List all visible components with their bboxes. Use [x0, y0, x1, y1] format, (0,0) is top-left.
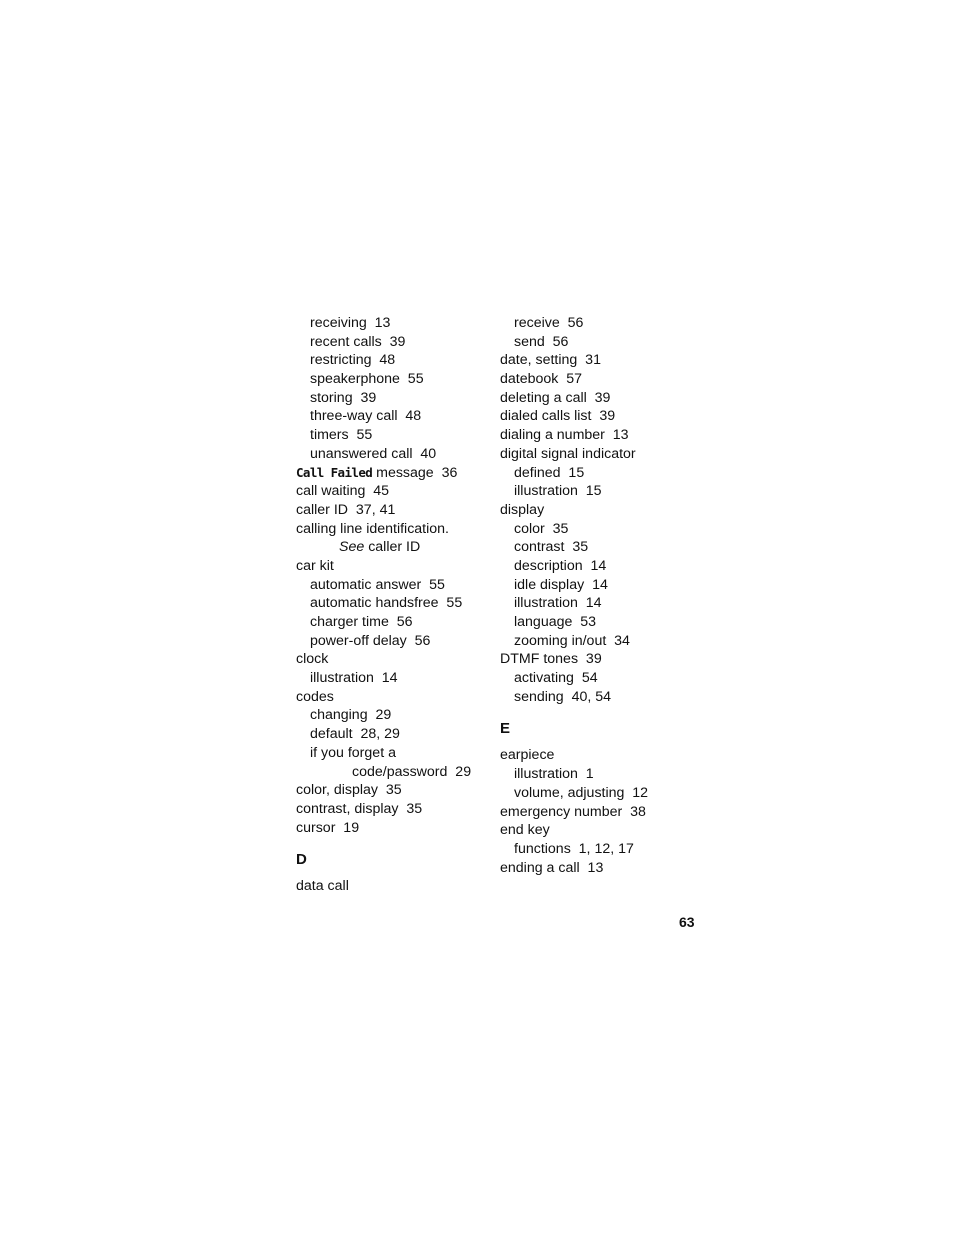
index-entry-text: call waiting 45 [296, 483, 390, 500]
index-entry [296, 800, 496, 819]
index-entry [296, 763, 496, 782]
index-entry [296, 669, 496, 688]
index-entry-text: power-off delay 56 [310, 632, 431, 649]
index-entry-text: dialed calls list 39 [500, 408, 616, 425]
index-entry-text: functions 1, 12, 17 [514, 840, 634, 857]
index-entry [296, 482, 496, 501]
index-entry [500, 669, 700, 688]
index-entry [296, 351, 496, 370]
index-column-left [296, 314, 496, 896]
index-entry-text: digital signal indicator [500, 445, 636, 462]
index-entry [500, 594, 700, 613]
index-entry-text: zooming in/out 34 [514, 632, 630, 649]
index-entry-text: defined 15 [514, 464, 585, 481]
index-entry-text: unanswered call 40 [310, 445, 437, 462]
index-entry-text: DTMF tones 39 [500, 651, 602, 668]
index-entry [500, 765, 700, 784]
index-entry [296, 464, 496, 483]
index-entry [296, 557, 496, 576]
index-section-letter: D [296, 851, 307, 869]
index-entry-text: color 35 [514, 520, 569, 537]
index-entry [500, 688, 700, 707]
index-entry [500, 784, 700, 803]
index-entry [296, 688, 496, 707]
index-entry [296, 333, 496, 352]
index-entry-text: language 53 [514, 614, 597, 630]
index-entry-text: recent calls 39 [310, 333, 406, 350]
index-entry-text: volume, adjusting 12 [514, 784, 649, 801]
index-entry-text: datebook 57 [500, 371, 583, 388]
index-entry-text: timers 55 [310, 427, 373, 444]
index-entry [296, 706, 496, 725]
index-column-right [500, 314, 700, 877]
index-entry-text: three-way call 48 [310, 408, 422, 425]
index-entry [500, 464, 700, 483]
index-entry-text: deleting a call 39 [500, 389, 611, 406]
page-number: 63 [679, 914, 695, 930]
index-entry [296, 520, 496, 539]
index-entry [500, 407, 700, 426]
index-entry-text: cursor 19 [296, 819, 360, 836]
index-entry [500, 538, 700, 557]
index-entry-text: speakerphone 55 [310, 371, 424, 388]
index-entry-text: automatic answer 55 [310, 576, 445, 593]
index-entry-text: contrast, display 35 [296, 800, 423, 817]
index-entry [500, 632, 700, 651]
index-entry [296, 538, 496, 557]
index-entry-text: calling line identification. [296, 520, 450, 537]
index-entry-text: illustration 14 [514, 595, 602, 612]
index-entry-text: dialing a number 13 [500, 427, 629, 444]
index-entry [296, 819, 496, 838]
index-entry [296, 314, 496, 333]
index-entry-text: earpiece [500, 747, 555, 764]
index-entry [296, 744, 496, 763]
index-entry [500, 576, 700, 595]
index-entry [296, 576, 496, 595]
index-entry-text: clock [296, 651, 329, 668]
index-entry [296, 781, 496, 800]
index-entry [500, 370, 700, 389]
index-entry-text: default 28, 29 [310, 726, 400, 743]
index-entry-text: idle display 14 [514, 576, 608, 593]
index-section-letter: E [500, 720, 511, 738]
index-entry [500, 389, 700, 408]
index-entry [296, 501, 496, 520]
index-entry [500, 445, 700, 464]
index-entry [500, 501, 700, 520]
index-entry [500, 613, 700, 632]
index-entry [500, 557, 700, 576]
index-entry [500, 333, 700, 352]
index-entry-text: contrast 35 [514, 539, 589, 556]
index-entry [500, 351, 700, 370]
index-entry [500, 520, 700, 539]
index-entry [500, 840, 700, 859]
display-message-text: Call Failed [296, 464, 373, 480]
index-entry-text: description 14 [514, 557, 607, 574]
index-entry-text: code/password 29 [352, 763, 472, 780]
see-reference: See [339, 539, 365, 556]
index-entry [296, 426, 496, 445]
index-entry-text: color, display 35 [296, 782, 402, 799]
index-entry-text: display [500, 501, 545, 518]
index-entry-text: restricting 48 [310, 352, 396, 369]
index-entry [296, 650, 496, 669]
index-entry-text: receiving 13 [310, 315, 391, 331]
index-entry-text: charger time 56 [310, 614, 413, 630]
index-entry-text: car kit [296, 557, 334, 574]
index-entry [500, 746, 700, 765]
index-entry [500, 482, 700, 501]
index-entry-text: illustration 1 [514, 766, 594, 783]
index-entry-text: codes [296, 688, 334, 705]
index-entry-text: date, setting 31 [500, 352, 601, 369]
index-entry [296, 389, 496, 408]
index-entry [296, 725, 496, 744]
index-entry [296, 445, 496, 464]
index-entry [500, 314, 700, 333]
index-entry-text: illustration 15 [514, 483, 602, 500]
index-entry [296, 594, 496, 613]
index-entry [296, 370, 496, 389]
index-entry-text: message 36 [372, 464, 458, 481]
index-entry [500, 821, 700, 840]
index-entry-text: if you forget a [310, 744, 396, 761]
index-entry [296, 407, 496, 426]
index-entry-text: changing 29 [310, 707, 392, 724]
index-entry-text: caller ID 37, 41 [296, 501, 396, 518]
index-entry [500, 803, 700, 822]
index-entry-text: send 56 [514, 333, 569, 350]
index-entry-text: receive 56 [514, 315, 584, 331]
index-entry [296, 877, 496, 896]
index-entry-text: activating 54 [514, 670, 598, 687]
index-entry [296, 632, 496, 651]
index-entry [500, 859, 700, 878]
index-entry-text: automatic handsfree 55 [310, 595, 463, 612]
index-entry-text: ending a call 13 [500, 859, 604, 876]
index-entry-text: sending 40, 54 [514, 688, 612, 705]
index-entry-text: data call [296, 878, 349, 895]
index-entry [500, 426, 700, 445]
index-entry-text: end key [500, 822, 550, 839]
index-entry [296, 613, 496, 632]
index-entry-text: illustration 14 [310, 670, 398, 687]
index-entry-text: caller ID [364, 539, 421, 556]
index-entry [500, 650, 700, 669]
index-entry-text: storing 39 [310, 389, 377, 406]
index-entry-text: emergency number 38 [500, 803, 646, 820]
